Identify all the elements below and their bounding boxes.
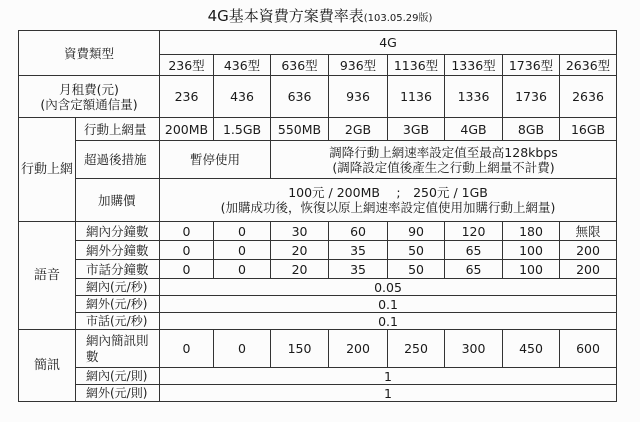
sms-count-value: 250 <box>388 330 445 368</box>
voice-value: 90 <box>388 222 445 241</box>
voice-value: 50 <box>388 241 445 260</box>
sms-count-value: 0 <box>214 330 271 368</box>
voice-row <box>19 260 617 279</box>
header-label: 資費類型 <box>64 45 115 61</box>
voice-value: 100 <box>503 241 560 260</box>
mobile-data-value: 16GB <box>560 118 617 141</box>
monthly-fee-label: 月租費(元) (內含定額通信量) <box>19 76 160 118</box>
sms-rate-value: 1 <box>160 385 617 402</box>
voice-value: 0 <box>214 260 271 279</box>
sms-group-label: 簡訊 <box>19 330 76 402</box>
plan-name: 1336型 <box>445 55 503 76</box>
voice-row-label: 網外分鐘數 <box>76 241 160 260</box>
mobile-internet-group-label <box>19 118 76 222</box>
monthly-fee-value: 1336 <box>445 76 503 118</box>
voice-rate-row <box>19 313 617 330</box>
monthly-fee-value: 1136 <box>388 76 445 118</box>
overage-high-plans: 調降行動上網速率設定值至最高128kbps (調降設定值後產生之行動上網量不計費) <box>271 141 617 179</box>
voice-rate-value: 0.1 <box>160 296 617 313</box>
mobile-internet-group-text: 行動上網 <box>20 162 73 177</box>
voice-value: 35 <box>329 241 388 260</box>
voice-value: 0 <box>160 241 214 260</box>
overage-label: 超過後措施 <box>76 141 160 179</box>
voice-rate-label: 網外(元/秒) <box>76 296 160 313</box>
voice-rate-label: 網內(元/秒) <box>76 279 160 296</box>
sms-count-value: 450 <box>503 330 560 368</box>
plan-name: 1136型 <box>388 55 445 76</box>
mobile-data-value: 550MB <box>271 118 329 141</box>
title-date: (103.05.29版) <box>363 13 433 24</box>
voice-row-label: 市話分鐘數 <box>76 260 160 279</box>
monthly-fee-value: 236 <box>160 76 214 118</box>
voice-value: 0 <box>160 222 214 241</box>
sms-rate-label: 網內(元/則) <box>76 368 160 385</box>
voice-value: 100 <box>503 260 560 279</box>
sms-count-value: 300 <box>445 330 503 368</box>
sms-count-label: 網內簡訊則數 <box>76 330 160 368</box>
voice-value: 0 <box>214 241 271 260</box>
voice-value: 60 <box>329 222 388 241</box>
mobile-data-value: 4GB <box>445 118 503 141</box>
voice-rate-label: 市話(元/秒) <box>76 313 160 330</box>
mobile-data-value: 200MB <box>160 118 214 141</box>
sms-count-value: 0 <box>160 330 214 368</box>
sms-rate-value: 1 <box>160 368 617 385</box>
voice-value: 0 <box>160 260 214 279</box>
voice-rate-row <box>19 296 617 313</box>
monthly-fee-value: 1736 <box>503 76 560 118</box>
voice-value: 120 <box>445 222 503 241</box>
page-title <box>0 6 640 29</box>
monthly-fee-value: 436 <box>214 76 271 118</box>
title-main: 4G基本資費方案費率表 <box>207 7 364 25</box>
voice-row <box>19 222 617 241</box>
voice-value: 65 <box>445 260 503 279</box>
header-group-4g: 4G <box>160 31 617 55</box>
addon-price-text: 100元 / 200MB ; 250元 / 1GB (加購成功後，恢復以原上網速率設定值使用加購行動上網量) <box>160 179 617 222</box>
monthly-fee-row <box>19 76 617 118</box>
overage-row <box>19 141 617 179</box>
monthly-fee-value: 936 <box>329 76 388 118</box>
mobile-data-value: 2GB <box>329 118 388 141</box>
addon-label: 加購價 <box>76 179 160 222</box>
voice-group-label: 語音 <box>19 222 76 330</box>
voice-value: 無限 <box>560 222 617 241</box>
header-label-cell <box>19 31 160 76</box>
mobile-data-value: 1.5GB <box>214 118 271 141</box>
addon-row <box>19 179 617 222</box>
plan-name: 936型 <box>329 55 388 76</box>
voice-value: 180 <box>503 222 560 241</box>
plan-name: 236型 <box>160 55 214 76</box>
monthly-fee-value: 2636 <box>560 76 617 118</box>
sms-rate-row <box>19 385 617 402</box>
sms-rate-label: 網外(元/則) <box>76 385 160 402</box>
voice-rate-row <box>19 279 617 296</box>
overage-low-plans: 暫停使用 <box>160 141 271 179</box>
mobile-data-row <box>19 118 617 141</box>
sms-count-value: 150 <box>271 330 329 368</box>
voice-row <box>19 241 617 260</box>
plan-name: 2636型 <box>560 55 617 76</box>
tariff-table <box>18 30 617 402</box>
plan-name: 636型 <box>271 55 329 76</box>
voice-value: 30 <box>271 222 329 241</box>
voice-value: 0 <box>214 222 271 241</box>
monthly-fee-value: 636 <box>271 76 329 118</box>
sms-count-row <box>19 330 617 368</box>
voice-value: 200 <box>560 260 617 279</box>
voice-value: 65 <box>445 241 503 260</box>
voice-value: 35 <box>329 260 388 279</box>
voice-value: 20 <box>271 241 329 260</box>
voice-value: 50 <box>388 260 445 279</box>
voice-rate-value: 0.1 <box>160 313 617 330</box>
sms-count-value: 600 <box>560 330 617 368</box>
mobile-data-value: 8GB <box>503 118 560 141</box>
voice-value: 20 <box>271 260 329 279</box>
mobile-data-label: 行動上網量 <box>76 118 160 141</box>
sms-count-value: 200 <box>329 330 388 368</box>
voice-rate-value: 0.05 <box>160 279 617 296</box>
mobile-data-value: 3GB <box>388 118 445 141</box>
plan-name: 436型 <box>214 55 271 76</box>
sms-rate-row <box>19 368 617 385</box>
voice-value: 200 <box>560 241 617 260</box>
voice-row-label: 網內分鐘數 <box>76 222 160 241</box>
plan-name: 1736型 <box>503 55 560 76</box>
